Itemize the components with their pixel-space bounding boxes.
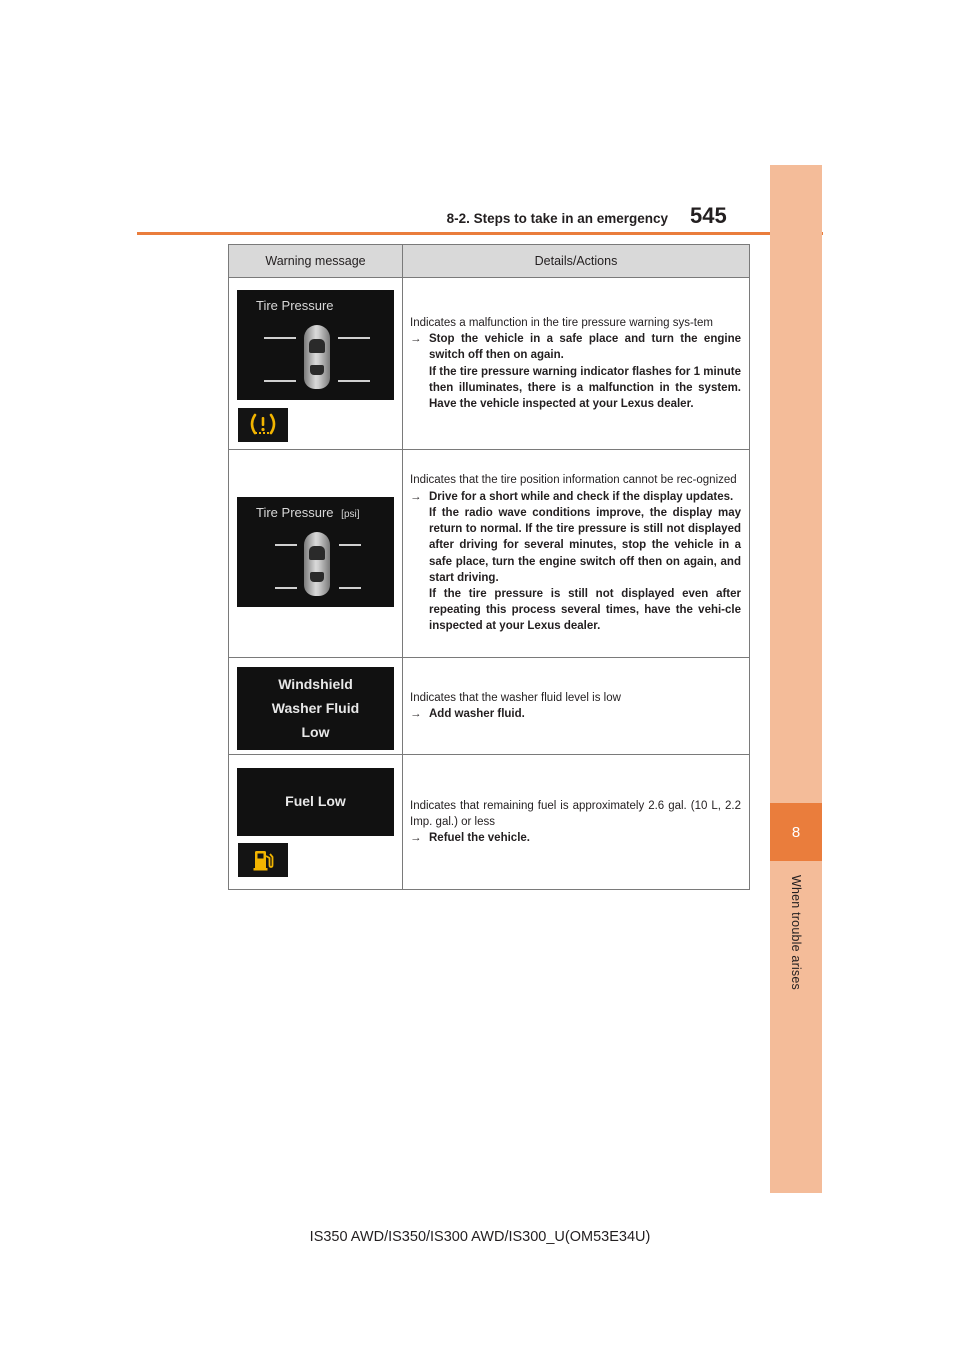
screen-line: Washer Fluid bbox=[271, 700, 360, 716]
details-cell bbox=[403, 755, 749, 889]
description-text: Indicates a malfunction in the tire pressure warning sys-tem bbox=[410, 316, 713, 329]
tire-pressure-psi-display bbox=[237, 497, 394, 607]
description-text: Indicates that the washer fluid level is low bbox=[410, 691, 621, 704]
arrow-icon: → bbox=[410, 832, 422, 845]
details-cell bbox=[403, 658, 749, 754]
table-row bbox=[229, 449, 749, 657]
unit-label: psi bbox=[343, 509, 357, 520]
action-text: → Stop the vehicle in a safe place and turn the engine switch off then on again. bbox=[410, 333, 741, 362]
arrow-icon: → bbox=[410, 708, 422, 720]
screen-title: Tire Pressure [psi] bbox=[256, 505, 360, 520]
warning-image-cell bbox=[229, 755, 403, 889]
table-row bbox=[229, 657, 749, 754]
tire-value-dash bbox=[338, 337, 370, 339]
screen-title: Tire Pressure bbox=[256, 298, 334, 313]
arrow-icon: → bbox=[410, 333, 422, 346]
sub-action-text: If the tire pressure is still not displayed even after repeating this process several times, have the vehi-cle inspected at your Lexus dealer. bbox=[429, 587, 741, 633]
tire-value-dash bbox=[264, 337, 296, 339]
warning-image-cell bbox=[229, 278, 403, 449]
action-text: → Refuel the vehicle. bbox=[410, 830, 741, 846]
model-code-footer: IS350 AWD/IS350/IS300 AWD/IS300_U(OM53E34U) bbox=[309, 1229, 651, 1245]
table-row bbox=[229, 277, 749, 449]
screen-line: Fuel Low bbox=[285, 793, 346, 809]
chapter-side-tab bbox=[770, 165, 822, 1193]
arrow-icon: → bbox=[410, 490, 422, 503]
fuel-warning-icon bbox=[238, 843, 288, 877]
chapter-number: 8 bbox=[770, 803, 822, 861]
tire-pressure-display bbox=[237, 290, 394, 400]
washer-fluid-display bbox=[237, 667, 394, 750]
details-cell bbox=[403, 278, 749, 449]
table-header-row bbox=[229, 245, 749, 277]
warning-image-cell bbox=[229, 450, 403, 657]
car-top-view-icon bbox=[304, 532, 330, 596]
tire-value-dash bbox=[264, 380, 296, 382]
table-row bbox=[229, 754, 749, 889]
page-number: 545 bbox=[690, 203, 727, 228]
header-details-actions: Details/Actions bbox=[534, 253, 618, 268]
warning-image-cell bbox=[229, 658, 403, 754]
details-cell bbox=[403, 450, 749, 657]
screen-line: Low bbox=[301, 724, 330, 740]
tire-value-dash bbox=[275, 544, 297, 546]
chapter-title: When trouble arises bbox=[789, 875, 803, 990]
tire-value-dash bbox=[275, 587, 297, 589]
description-text: Indicates that the tire position information cannot be rec-ognized bbox=[410, 474, 737, 487]
sub-action-text: If the radio wave conditions improve, the display may return to normal. If the tire pressure is still not displayed after driving for several minutes, stop the vehicle in a safe place, turn the engine switch off then on again, and start driving. bbox=[429, 506, 741, 584]
sub-action-text: If the tire pressure warning indicator flashes for 1 minute then illuminates, there is a malfunction in the system. Have the vehicle inspected at your Lexus dealer. bbox=[429, 365, 741, 410]
description-text: Indicates that remaining fuel is approximately 2.6 gal. (10 L, 2.2 Imp. gal.) or less bbox=[410, 799, 741, 828]
tire-value-dash bbox=[339, 544, 361, 546]
header-warning-message: Warning message bbox=[229, 245, 403, 277]
header-rule bbox=[137, 232, 823, 235]
warning-message-table bbox=[228, 244, 750, 890]
screen-line: Windshield bbox=[278, 676, 353, 692]
section-title: 8-2. Steps to take in an emergency bbox=[446, 211, 668, 226]
tire-value-dash bbox=[338, 380, 370, 382]
tire-value-dash bbox=[339, 587, 361, 589]
tire-pressure-warning-icon bbox=[238, 408, 288, 442]
car-top-view-icon bbox=[304, 325, 330, 389]
action-text: → Add washer fluid. bbox=[410, 706, 741, 722]
action-text: → Drive for a short while and check if the display updates. bbox=[410, 489, 741, 505]
fuel-low-display bbox=[237, 768, 394, 836]
